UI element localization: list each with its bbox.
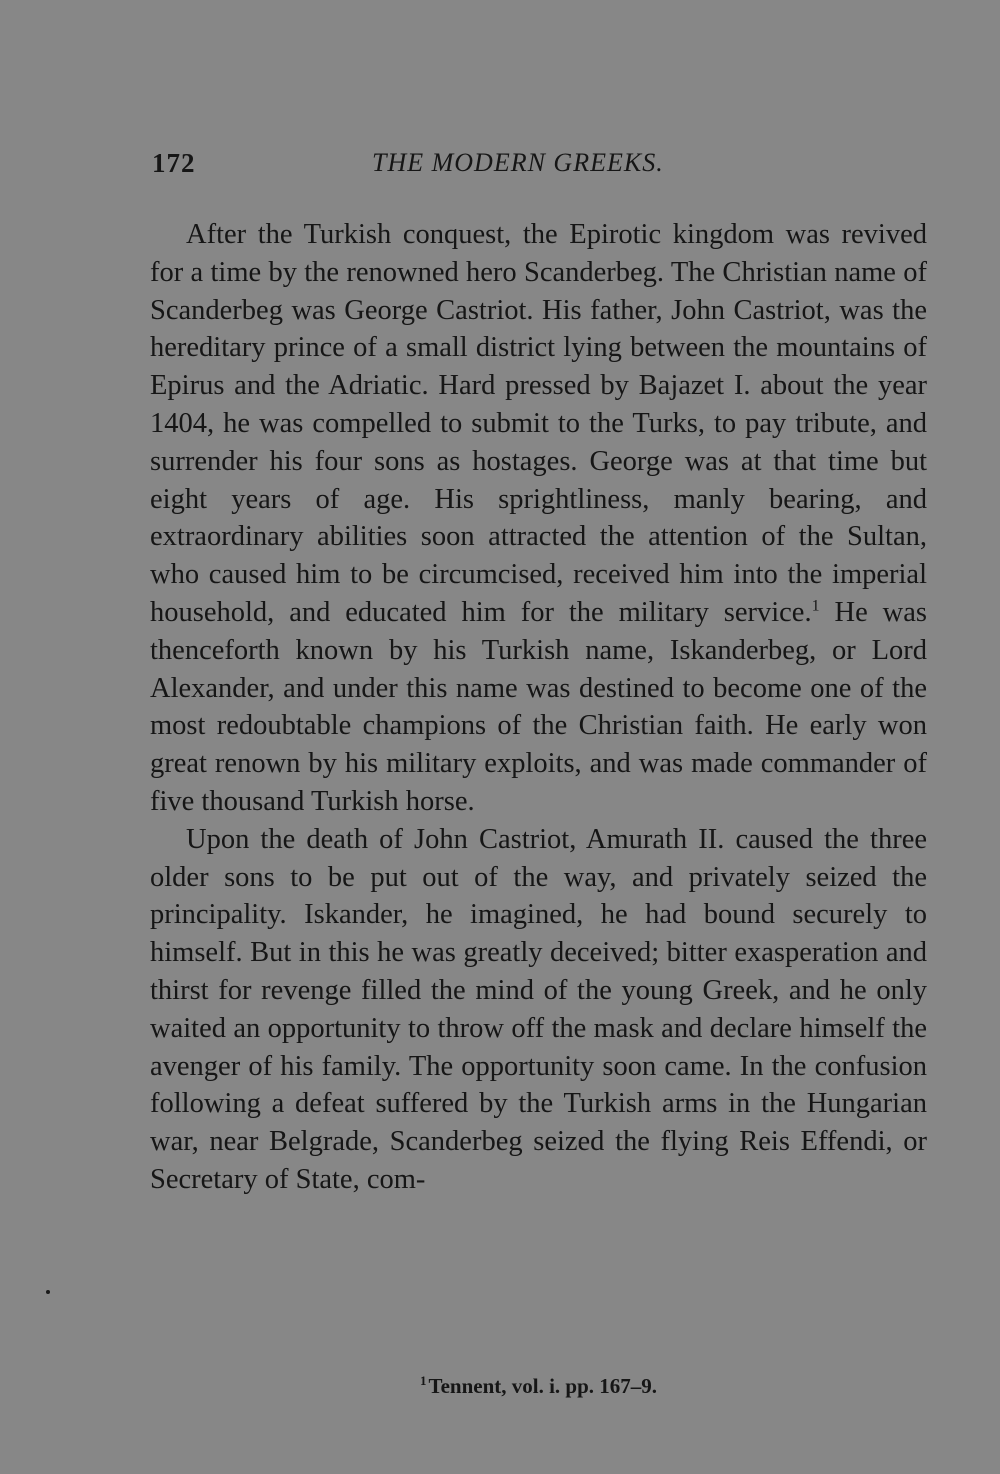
- body-text: [150, 216, 927, 1199]
- footnote: [150, 1374, 927, 1399]
- page-header: [150, 148, 930, 188]
- paragraph-2: Upon the death of John Castriot, Amurath II. caused the three older sons to be put out of the way, and privately seized the principality. Iskander, he imagined, he had bound securely to himself. But in this he was greatly deceived; bitter exasperation and thirst for revenge filled the mind of the young Greek, and he only waited an opportunity to throw off the mask and declare himself the avenger of his family. The opportunity soon came. In the confusion following a defeat suffered by the Turkish arms in the Hungarian war, near Belgrade, Scanderbeg seized the flying Reis Effendi, or Secretary of State, com-: [150, 823, 927, 1195]
- footnote-reference: 1: [811, 597, 820, 615]
- margin-speck: [46, 1290, 50, 1294]
- paragraph-1-text: After the Turkish conquest, the Epirotic kingdom was revived for a time by the renowned hero Scanderbeg. The Christian name of Scanderbeg was George Castriot. His father, John Castriot, was the hereditary prince of a small district lying between the mountains of Epirus and the Adriatic. Hard pressed by Bajazet I. about the year 1404, he was compelled to submit to the Turks, to pay tribute, and surrender his four sons as hostages. George was at that time but eight years of age. His sprightliness, manly bearing, and extraordinary abilities soon attracted the attention of the Sultan, who caused him to be circumcised, received him into the imperial household, and educated him for the military service.: [150, 219, 927, 628]
- running-title: THE MODERN GREEKS.: [372, 148, 664, 177]
- paragraph-1: [150, 216, 927, 821]
- page-number: 172: [152, 148, 196, 178]
- footnote-marker: 1: [419, 1373, 427, 1388]
- paragraph-1-continuation: He was thenceforth known by his Turkish name, Iskanderbeg, or Lord Alexander, and under this name was destined to become one of the most redoubtable champions of the Christian faith. He early won great renown by his military exploits, and was made commander of five thousand Turkish horse.: [150, 596, 927, 817]
- footnote-text: Tennent, vol. i. pp. 167–9.: [428, 1374, 658, 1398]
